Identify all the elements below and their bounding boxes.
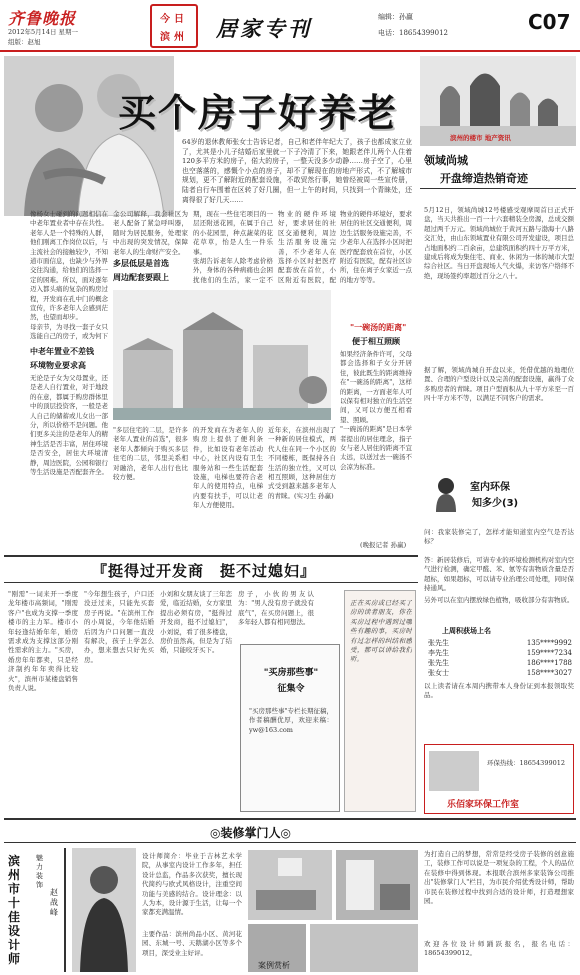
story2-col4: 房子，小伙的男友认为："男人没有房子就没有底气"，在买房问题上，很多年轻人都有相同想法。 — [238, 590, 314, 627]
hotline-row — [428, 648, 572, 658]
prize-box — [424, 744, 574, 814]
lead-col2b: "多层住宅的二层，是许多老年人置业的首选"，很多老年人都倾向于购买多层住宅的二层，邻里关系相对融洽，老年人出行也比较方便。 — [113, 426, 188, 482]
case-label: 案例赏析 — [258, 961, 290, 970]
hotline-note: 以上读者请在本周内携带本人身份证到本报领取奖品。 — [424, 682, 574, 700]
story2-rule — [4, 582, 418, 583]
story2-headline: 『挺得过开发商 挺不过媳妇』 — [92, 562, 317, 580]
lead-sub3b: 便于相互照顾 — [352, 337, 400, 346]
masthead — [0, 0, 580, 55]
decor-mid-text2: 主要作品：滨州尚品小区、黄河花园、东城一号、天鹅湖小区等多个项目，深受业主好评。 — [142, 930, 242, 957]
designer-side-title: 滨州市十佳设计师 — [8, 854, 21, 966]
decor-right-text: 为打造自己的梦想，常常是经受房子装修的创意施工，装修工作可以说是一项复杂的工程，个人的品位在装修中得到体现。本报联合滨州多家装饰公司推出"装修掌门人"栏目，为市民介绍优秀设计师，帮助市民在装修过程中找到合适的设计师，打造理想家园。 — [424, 850, 574, 906]
date-line: 2012年5月14日 星期一 — [8, 28, 79, 36]
sidebar-head1: 领域尚城 — [424, 154, 468, 167]
lead-col1b: 无论是子女为父母置业，还是老人自行置业，对于地段的在意，都属于购房群体里中的顶层投资客，一般是老人自己的储蓄或儿女出一部分，所以价格不是问题。他们更多关注的是老年人的精神生活是否丰富，居住环境是否安全，居住大环境清静，周边医院，公园和银行等生活设施是否配套齐全。 — [30, 374, 108, 477]
sidebar-head2: 开盘缔造热销奇迹 — [440, 172, 528, 185]
section-title: 居家专刊 — [216, 16, 312, 41]
stamp-bottom: 滨州 — [160, 32, 188, 43]
lead-sub3: "一碗汤的距离" — [350, 323, 407, 332]
stamp-top: 今日 — [160, 14, 188, 25]
lead-col4b: 如果经济条件许可，父母都会选择和子女分开居住，彼此既生的距离维持在"一碗汤的距离"，这样的距离，一方面老年人可以保有相对独立的生活空间，又可以方便互相看望、照顾。 "一碗汤的距离"是日本学者提出的居住理念，指子女与老人居住的距离不宜太远，以送过去一碗汤不会凉为标准。 — [340, 350, 412, 471]
decor-rule2 — [4, 842, 576, 843]
lead-col4: 物业的硬件环境好，要求居住的社区交通便利，周边生活服务设施完善，不少老年人在选择小区时把医疗配套放在首位，小区附近有医院，配 — [278, 210, 336, 284]
edit-label: 编辑：孙赢 — [378, 13, 413, 21]
story2-col3: 小刘和女朋友谈了三年恋爱，临近结婚，女方家里提出必须有房，"挺得过开发商，挺不过媳妇"，小刘说，看了很多楼盘，房价虽然高，但是为了结婚，只能咬牙买下。 — [160, 590, 232, 655]
editor-line: 组版：赵旭 — [8, 38, 41, 46]
sidebar-body2: 据了解，领域尚城自开盘以来，凭借优越的地理位置、合理的户型设计以及完善的配套设施，赢得了众多购房者的青睐。项目户型面积从九十平方米至一百四十平方米不等，以满足不同客户的需求。 — [424, 366, 574, 403]
workshop-label: 乐佰家环保工作室 — [447, 800, 520, 810]
qa-character-icon — [432, 476, 460, 512]
hotline-row — [428, 668, 572, 678]
sidebar-body: 5月12日，领域尚城12号楼感受观摩周首日正式开盘，当天共推出一百一十六套精装全房源，总成交额超过两千万元。领域尚城位于黄河五路与渤海十八路交汇处，由山东领域置业有限公司开发建设，项目总占地面积约二百余亩，总建筑面积约四十万平方米，建成后将成为集住宅、商业、休闲为一体的城市大型综合社区。当日开盘现场人气火爆，来访客户络绎不绝，现场签约率超过百分之八十。 — [424, 206, 574, 280]
newspaper-logo: 齐鲁晚报 — [8, 9, 77, 28]
hotline-phone: 186****1788 — [526, 659, 572, 667]
case-photo-1 — [248, 850, 332, 920]
hotline-title: 上周积获场上名 — [442, 627, 491, 635]
lead-col4-right: 物业的硬件环境好，要求居住的社区交通便利，周边生活服务设施完善，不少老年人在选择小区时把医疗配套放在首位，小区附近有医院，配有社区诊所，住在离子女家近一点的地方等等。 — [340, 210, 412, 284]
qa-block — [420, 468, 576, 524]
hotline-phone: 158****3027 — [526, 669, 572, 677]
qa-question: 问：我家装修完了，怎样才能知道室内空气是否达标？ — [424, 528, 574, 546]
hotline-name: 张女士 — [428, 669, 449, 677]
masthead-rule — [0, 50, 580, 52]
lead-byline: (晚报记者 孙赢) — [360, 541, 407, 549]
story2-col2: "今年想生孩子，户口还没迁过来，只能先买套房子再说。"在滨州工作的小周说，今年他结婚后因为户口问题一直没有解决，孩子上学怎么办，想来想去只好先买房。 — [84, 590, 154, 664]
hotline-name: 李先生 — [428, 649, 449, 657]
prize-text: 环保热线：18654399012 — [487, 759, 565, 767]
contest-card — [240, 644, 340, 812]
qa-subtitle: 知多少(3) — [472, 498, 519, 509]
designer-photo — [72, 848, 136, 972]
lead-sub2b: 周边配套要跟上 — [113, 273, 169, 282]
lead-sub1: 中老年置业不差钱 — [30, 347, 94, 356]
qa-body2: 另外可以在室内摆放绿色植物，吸收部分有害物质。 — [424, 596, 574, 604]
lead-col3: 期，现在一些住宅项目的一层还附送花园，在属于自己的小花园里，种点蔬菜的花花草草，怡是人生一件乐事。 张胡告诉老年人除考虑价格外，身体的各种病痛也会困扰他们的生活，家一定不 — [193, 210, 273, 284]
page-number: C07 — [528, 10, 571, 34]
designer-tag: 魅力装饰 — [36, 854, 43, 889]
decor-rule — [4, 818, 576, 820]
lead-col3b: 的开发商在为老年人的购房上提供了便利条件，比如设有老年活动中心，社区内设有卫生服务站和一些生活配套设施，电梯也要符合老年人的使用特点，电梯内要有扶手，可以让老年人方便使用。 — [193, 426, 263, 510]
hotline-list — [428, 638, 572, 678]
hotline-name: 张先生 — [428, 659, 449, 667]
prize-image — [429, 751, 479, 791]
contest-subtitle: 征集令 — [277, 684, 305, 694]
lead-sub2: 多层低层是首选 — [113, 259, 169, 268]
hotline-row — [428, 658, 572, 668]
building-photo — [113, 290, 331, 420]
letter-body: 正在买房或已经买了房的读者朋友，你在买房过程中遇到过哪些有趣的事，买房时有过怎样的纠结和感受，都可以讲给我们听。 — [350, 599, 412, 664]
lead-sub1b: 环境物业要求高 — [30, 361, 86, 370]
hotline-phone: 135****9992 — [526, 639, 572, 647]
lead-intro: 64岁的退休教师张女士告诉记者，自己和老伴年纪大了，孩子也都成家立业了，尤其是小儿子结婚后家里就一下子冷清了下来，她跟老伴儿两个人住着120多平方米的房子，偌大的房子，一整天没多少动静……房子空了，心里也空落落的，感慨个小点的房子，却不了解现在的房地产形式，不了解城市规划，更不了解附近的配套设施，不敢贸然行事，她曾经被周一些宣传册，陆者自行车围着在区转了好几圈，但一上午的时间，只找到一个青睐处，还离得很了好几天…… — [182, 138, 412, 204]
letter-card — [344, 590, 416, 812]
binzhou-stamp — [150, 4, 198, 48]
lead-headline: 买个房子好养老 — [118, 91, 399, 135]
hotline-phone: 159****7234 — [526, 649, 572, 657]
designer-side — [4, 848, 66, 972]
decor-right-text2: 欢迎各位设计师踊跃报名，报名电话：18654399012。 — [424, 940, 574, 958]
sidebar-ad-caption: 滨州的楼市 地产资讯 — [450, 134, 511, 142]
lead-col1: 像杨女士碰到的问题相信在中老年置业者中存在共性。老年人是一个特殊的人群，他们刚离工作岗位以后，与主流社会的接触较少，不知道市面信息，也缺少与外界交往沟通，给他们的选择一定的困难。所以，面对逐年迈入都头痛的复杂的购房过程，开发商在孔中门的概念宣传，许多老年人会感到茫然，也望而却步。 母亲节，为寻找一套子女只选能自己的房子，或为何下 — [30, 210, 108, 341]
contest-body: "买房那些事"专栏长期征稿，作者稿酬优厚，欢迎来稿：yw@163.com — [249, 707, 333, 734]
decor-title: ◎装修掌门人◎ — [210, 826, 291, 840]
hotline-name: 张先生 — [428, 639, 449, 647]
hotline-row — [428, 638, 572, 648]
lead-col4c: 近年来，在滨州出现了一种新的居住模式，两代人住在同一个小区的不同楼栋，既保持各自生活的独立性，又可以相互照顾，这种居住方式受到越来越多老年人的青睐。(实习生 孙赢) — [268, 426, 336, 500]
story2-border — [4, 555, 418, 557]
case-photo-4 — [310, 924, 418, 972]
designer-name: 赵 战 峰 — [50, 888, 58, 917]
case-photo-2 — [336, 850, 418, 920]
decor-mid-text: 设计师简介：毕业于吉林艺术学院，从事室内设计工作多年，担任设计总监，作品多次获奖，擅长现代简约与欧式风格设计，注重空间功能与美感的结合。设计理念：以人为本，设计源于生活，让每一个家都充满温情。 — [142, 852, 242, 917]
contest-title: "买房那些事" — [263, 668, 319, 678]
story2-col1: "刚需"一词来开一季度龙年楼市高频词，"刚需客户"也成为支撑一季度楼市的主力军。楼市小年轻逢结婚年年，婚房需求成为支撑这部分刚性需求的主力。"买房，婚房年年都卖，只是经济制约年年卖得比较火"，滨州市某楼盘销售负责人说。 — [8, 590, 78, 693]
phone-label: 电话：18654399012 — [378, 29, 448, 37]
qa-title: 室内环保 — [470, 482, 510, 493]
lead-col2: 金公司解释，我会社区为老人配备了紧急呼叫器，随时为居民服务，处理家中出现的突发情况，保障老年人的生命财产安全。 — [113, 210, 188, 256]
qa-answer: 答：新居装修后，可请专业的环境检测机构对室内空气进行检测，确定甲醛、苯、氨等有害物质含量是否超标，如果超标，可以请专业治理公司处理，同时保持通风。 — [424, 556, 574, 593]
sidebar-rule — [420, 188, 576, 189]
